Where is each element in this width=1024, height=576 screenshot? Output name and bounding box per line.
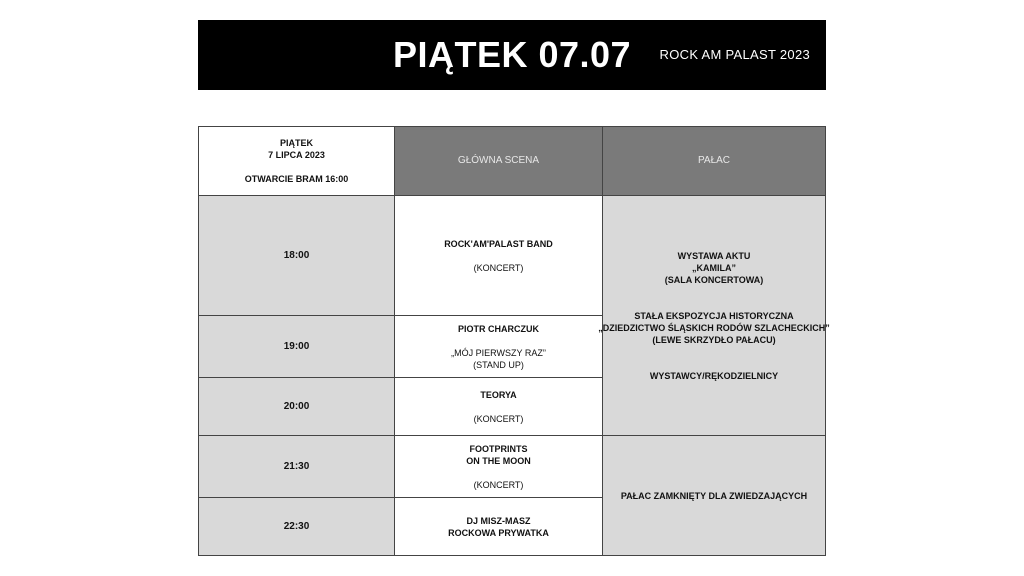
- act-name: ON THE MOON: [466, 455, 531, 466]
- exhibition-location: (LEWE SKRZYDŁO PAŁACU): [652, 334, 776, 345]
- exhibition-location: (SALA KONCERTOWA): [664, 274, 764, 285]
- title-banner: [198, 20, 826, 90]
- exhibition-name: „KAMILA”: [692, 262, 736, 273]
- act-name: TEORYA: [480, 389, 517, 400]
- exhibition-title: WYSTAWA AKTU: [677, 250, 751, 261]
- time-cell: [198, 315, 395, 378]
- act-name: DJ MISZ-MASZ: [466, 515, 531, 526]
- main-stage-label: GŁÓWNA SCENA: [457, 155, 540, 166]
- main-stage-act: [394, 377, 603, 436]
- header-date-cell: [198, 126, 395, 196]
- act-note: „MÓJ PIERWSZY RAZ”: [451, 347, 546, 358]
- main-stage-act: [394, 315, 603, 378]
- main-stage-act: [394, 195, 603, 316]
- act-note: (KONCERT): [473, 479, 524, 490]
- time-label: 20:00: [283, 400, 310, 412]
- time-label: 21:30: [283, 460, 310, 472]
- palace-closed-label: PAŁAC ZAMKNIĘTY DLA ZWIEDZAJĄCYCH: [620, 490, 808, 501]
- main-stage-act: [394, 497, 603, 556]
- time-label: 18:00: [283, 249, 310, 261]
- day-label: PIĄTEK: [279, 138, 313, 148]
- act-name: ROCK'AM'PALAST BAND: [444, 238, 553, 249]
- time-label: 19:00: [283, 340, 310, 352]
- act-note: (STAND UP): [473, 359, 524, 370]
- gates-open-label: OTWARCIE BRAM 16:00: [244, 174, 349, 184]
- palace-closed-cell: [602, 435, 826, 556]
- palace-program-cell: [598, 195, 830, 436]
- time-cell: [198, 435, 395, 498]
- exhibition-name: „DZIEDZICTWO ŚLĄSKICH RODÓW SZLACHECKICH”: [598, 322, 830, 333]
- page-title: PIĄTEK 07.07: [392, 34, 632, 75]
- act-name: FOOTPRINTS: [469, 443, 528, 454]
- time-cell: [198, 377, 395, 436]
- act-note: (KONCERT): [473, 413, 524, 424]
- time-label: 22:30: [283, 520, 310, 532]
- date-label: 7 LIPCA 2023: [268, 150, 325, 160]
- column-header-main-stage: [394, 126, 603, 196]
- act-name: PIOTR CHARCZUK: [458, 323, 539, 334]
- vendors-label: WYSTAWCY/RĘKODZIELNICY: [649, 370, 779, 381]
- exhibition-title: STAŁA EKSPOZYCJA HISTORYCZNA: [634, 310, 794, 321]
- time-cell: [198, 497, 395, 556]
- column-header-palace: [602, 126, 826, 196]
- main-stage-act: [394, 435, 603, 498]
- act-note: (KONCERT): [473, 262, 524, 273]
- act-name: ROCKOWA PRYWATKA: [448, 527, 549, 538]
- palace-label: PAŁAC: [697, 155, 731, 166]
- time-cell: [198, 195, 395, 316]
- event-name: ROCK AM PALAST 2023: [659, 47, 810, 62]
